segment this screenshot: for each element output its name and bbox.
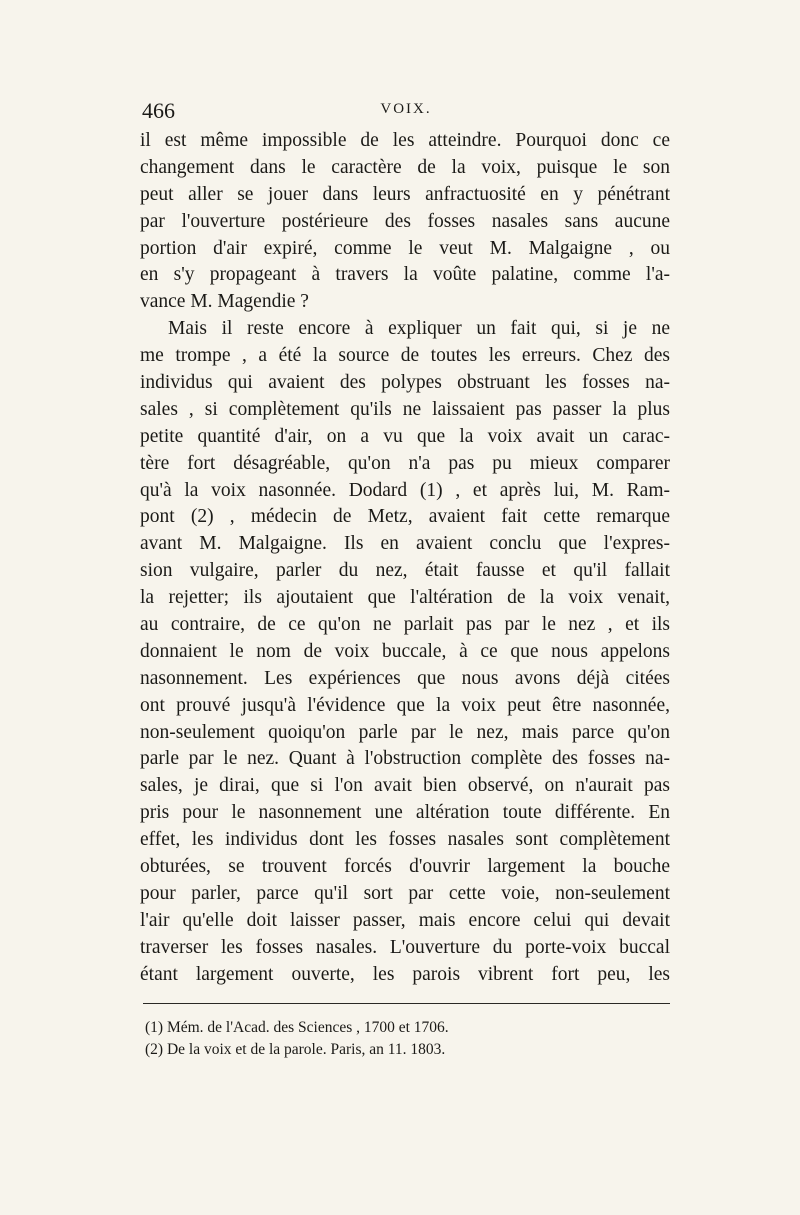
footnote-divider — [143, 1003, 670, 1004]
text-line: sales , si complètement qu'ils ne laissaient pas passer la plus — [140, 398, 670, 420]
text-line: petite quantité d'air, on a vu que la voix avait un carac- — [140, 425, 670, 447]
body-text — [140, 128, 670, 989]
page-number: 466 — [142, 98, 175, 123]
text-line: pris pour le nasonnement une altération toute différente. En — [140, 802, 670, 824]
text-line: donnaient le nom de voix buccale, à ce que nous appelons — [140, 640, 670, 662]
text-line: pour parler, parce qu'il sort par cette voie, non-seulement — [140, 882, 670, 904]
text-line: obturées, se trouvent forcés d'ouvrir largement la bouche — [140, 856, 670, 878]
text-line: portion d'air expiré, comme le veut M. Malgaigne , ou — [140, 237, 670, 259]
text-line: étant largement ouverte, les parois vibrent fort peu, les — [140, 963, 670, 985]
text-line: vance M. Magendie ? — [140, 291, 309, 313]
text-line: me trompe , a été la source de toutes les erreurs. Chez des — [140, 345, 670, 367]
text-line: l'air qu'elle doit laisser passer, mais encore celui qui devait — [140, 909, 670, 931]
text-line: pont (2) , médecin de Metz, avaient fait cette remarque — [140, 506, 670, 528]
text-line: la rejetter; ils ajoutaient que l'altération de la voix venait, — [140, 587, 670, 609]
text-line: changement dans le caractère de la voix, puisque le son — [140, 156, 670, 178]
text-line: non-seulement quoiqu'on parle par le nez, mais parce qu'on — [140, 721, 670, 743]
text-line: sales, je dirai, que si l'on avait bien observé, on n'aurait pas — [140, 775, 670, 797]
text-line: ont prouvé jusqu'à l'évidence que la voix peut être nasonnée, — [140, 694, 670, 716]
text-line: individus qui avaient des polypes obstruant les fosses na- — [140, 372, 670, 394]
footnotes — [145, 1017, 670, 1061]
text-line: avant M. Malgaigne. Ils en avaient conclu que l'expres- — [140, 533, 670, 555]
footnote-2: (2) De la voix et de la parole. Paris, an 11. 1803. — [145, 1041, 446, 1058]
text-line: tère fort désagréable, qu'on n'a pas pu mieux comparer — [140, 452, 670, 474]
text-line: sion vulgaire, parler du nez, était fausse et qu'il fallait — [140, 560, 670, 582]
running-head: VOIX. — [380, 101, 432, 117]
text-line: Mais il reste encore à expliquer un fait qui, si je ne — [168, 318, 670, 340]
text-line: parle par le nez. Quant à l'obstruction complète des fosses na- — [140, 748, 670, 770]
text-line: en s'y propageant à travers la voûte palatine, comme l'a- — [140, 264, 670, 286]
page-header — [142, 98, 670, 124]
text-line: il est même impossible de les atteindre. Pourquoi donc ce — [140, 130, 670, 151]
text-line: qu'à la voix nasonnée. Dodard (1) , et après lui, M. Ram- — [140, 479, 670, 501]
text-line: traverser les fosses nasales. L'ouverture du porte-voix buccal — [140, 936, 670, 958]
footnote-1: (1) Mém. de l'Acad. des Sciences , 1700 et 1706. — [145, 1019, 449, 1036]
text-line: au contraire, de ce qu'on ne parlait pas par le nez , et ils — [140, 614, 670, 636]
text-line: effet, les individus dont les fosses nasales sont complètement — [140, 829, 670, 851]
text-line: par l'ouverture postérieure des fosses nasales sans aucune — [140, 210, 670, 232]
text-line: nasonnement. Les expériences que nous avons déjà citées — [140, 667, 670, 689]
text-line: peut aller se jouer dans leurs anfractuosité en y pénétrant — [140, 183, 670, 205]
